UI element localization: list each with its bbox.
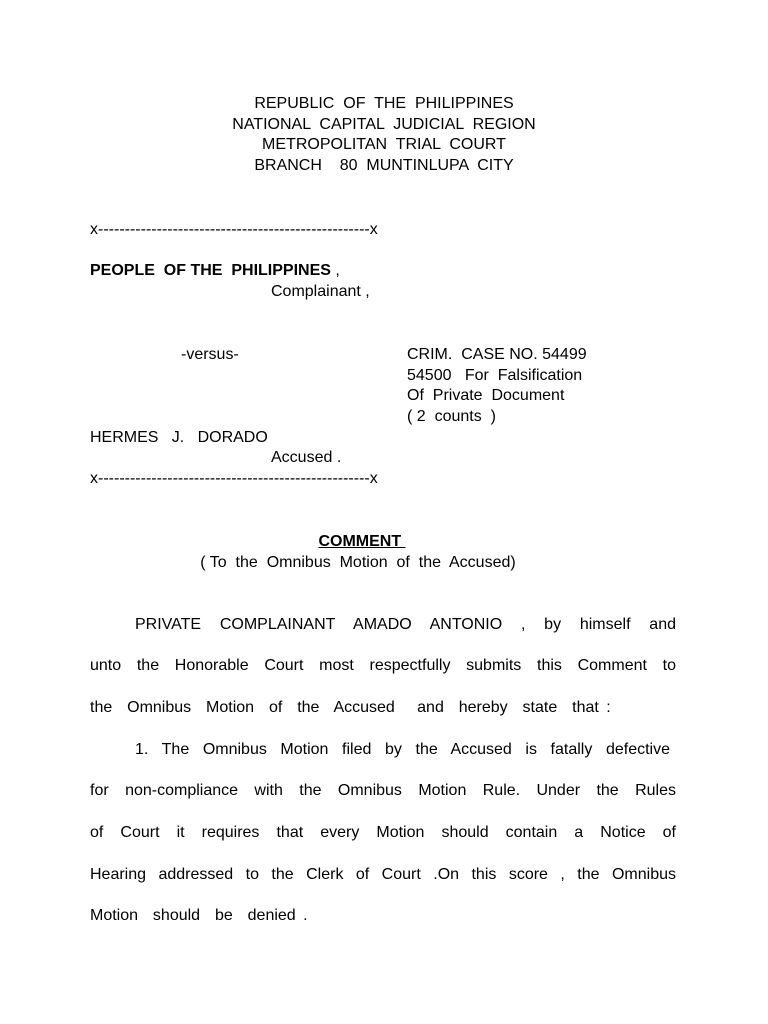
paragraph-2-line-2: for non-compliance with the Omnibus Motion Rule. Under the Rules — [90, 782, 676, 799]
paragraph-1-line-1: PRIVATE COMPLAINANT AMADO ANTONIO , by himself and — [135, 616, 676, 633]
document-subtitle: ( To the Omnibus Motion of the Accused) — [200, 554, 516, 571]
plaintiff-name: PEOPLE OF THE PHILIPPINES — [90, 262, 331, 279]
header-court: METROPOLITAN TRIAL COURT — [262, 136, 506, 153]
case-charge: 54500 For Falsification — [407, 367, 583, 384]
document-title: COMMENT — [318, 533, 406, 550]
separator-bottom: x---------------------------------------------------x — [90, 470, 378, 487]
separator-top: x---------------------------------------------------x — [90, 221, 378, 238]
plaintiff-line — [90, 261, 340, 281]
header-region: NATIONAL CAPITAL JUDICIAL REGION — [232, 116, 536, 133]
plaintiff-comma: , — [330, 262, 340, 279]
paragraph-2-line-3: of Court it requires that every Motion should contain a Notice of — [90, 824, 676, 841]
plaintiff-role: Complainant , — [271, 283, 370, 300]
versus-label: -versus- — [181, 346, 239, 363]
case-charge-cont: Of Private Document — [407, 387, 565, 404]
accused-name: HERMES J. DORADO — [90, 429, 268, 446]
paragraph-2-line-5: Motion should be denied . — [90, 907, 308, 924]
paragraph-1-line-3: the Omnibus Motion of the Accused and hereby state that : — [90, 699, 611, 716]
paragraph-2-line-1: 1. The Omnibus Motion filed by the Accused is fatally defective — [135, 741, 670, 758]
paragraph-2-line-4: Hearing addressed to the Clerk of Court .On this score , the Omnibus — [90, 866, 676, 883]
accused-role: Accused . — [271, 449, 342, 466]
case-counts: ( 2 counts ) — [407, 408, 496, 425]
paragraph-1-line-2: unto the Honorable Court most respectfully submits this Comment to — [90, 657, 676, 674]
header-branch: BRANCH 80 MUNTINLUPA CITY — [254, 157, 514, 174]
header-republic: REPUBLIC OF THE PHILIPPINES — [254, 95, 514, 112]
case-number: CRIM. CASE NO. 54499 — [407, 346, 587, 363]
